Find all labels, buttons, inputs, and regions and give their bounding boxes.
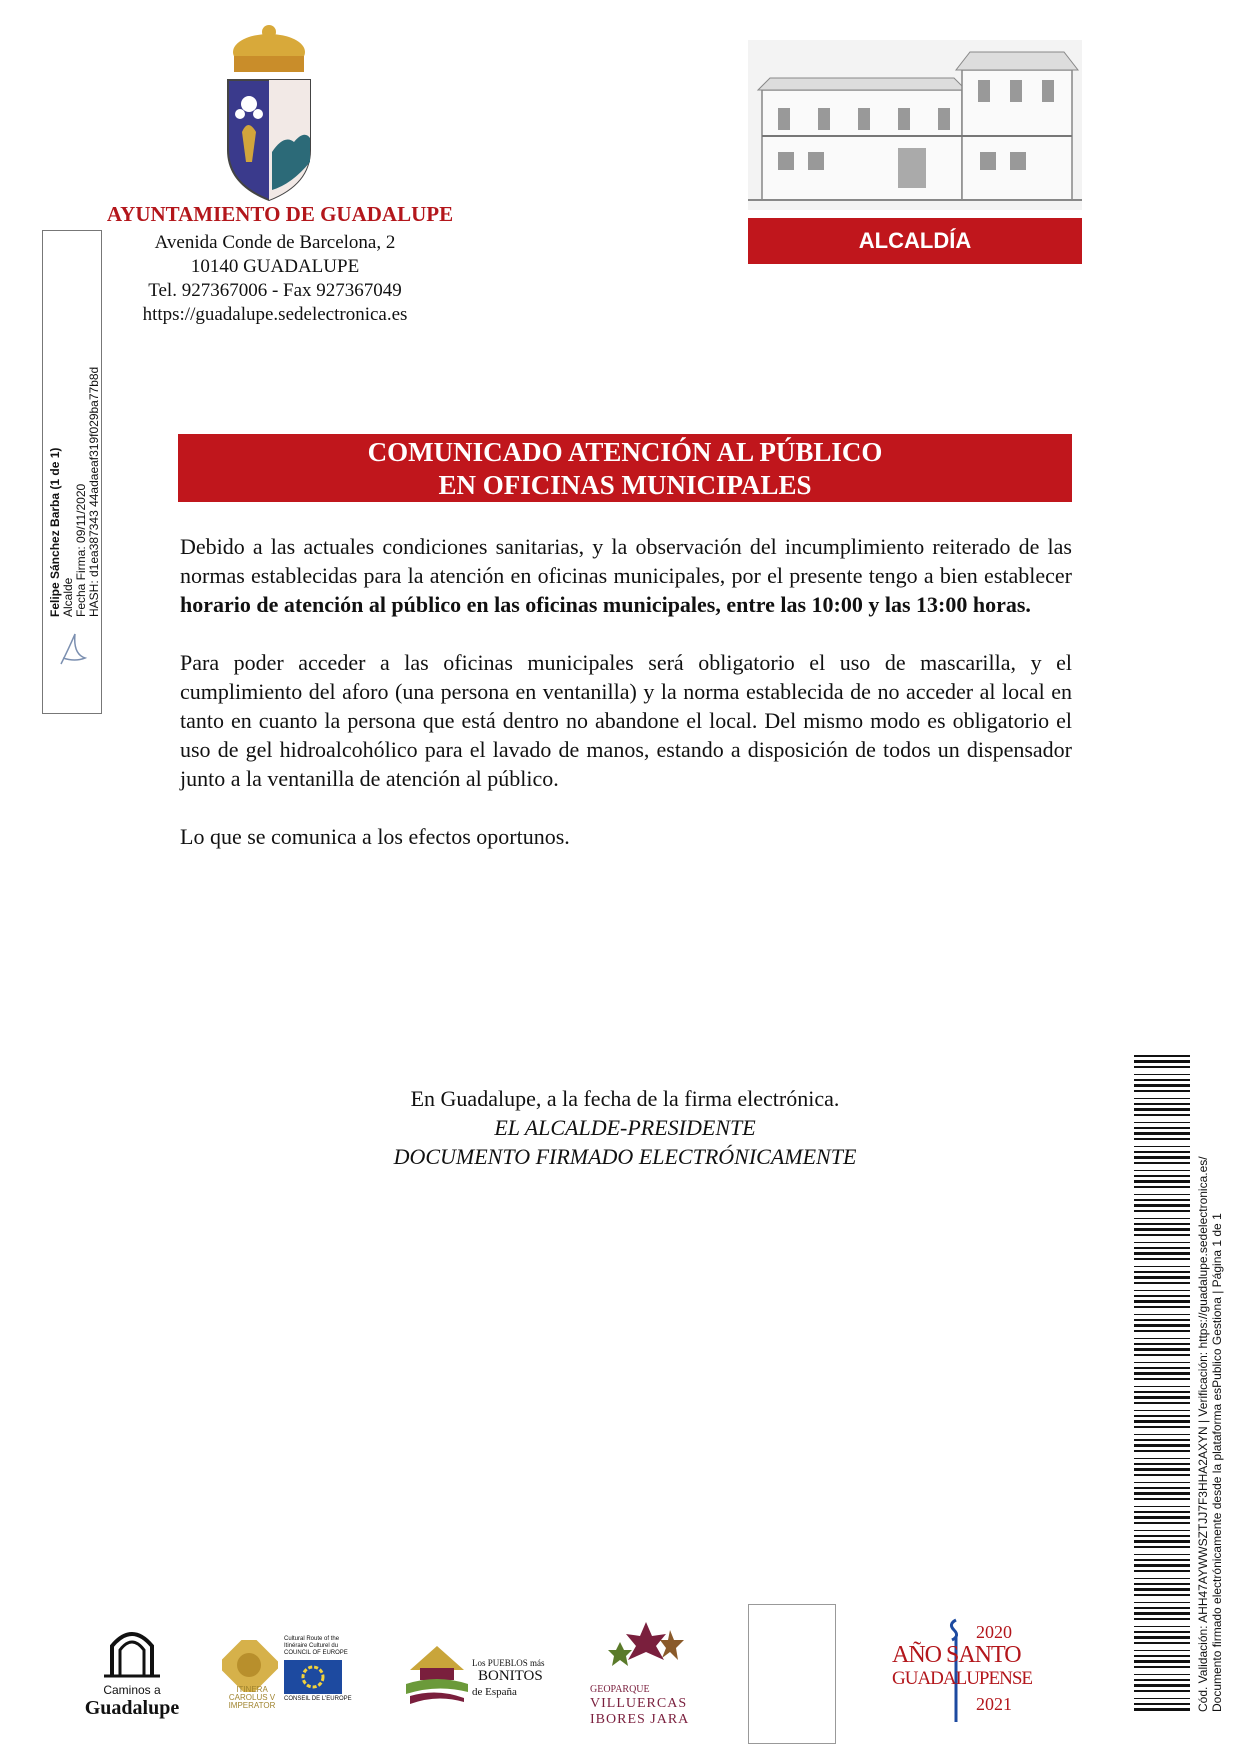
coat-of-arms-icon bbox=[222, 22, 316, 204]
address-line-2: 10140 GUADALUPE bbox=[190, 256, 360, 277]
paragraph-1-bold: horario de atención al público en las oficinas municipales, entre las 10:00 y las 13:00 horas. bbox=[180, 592, 1031, 617]
pueblos-house-icon bbox=[404, 1640, 470, 1706]
pueblos-line-3: de España bbox=[472, 1686, 517, 1698]
organization-name: AYUNTAMIENTO DE GUADALUPE bbox=[106, 202, 454, 226]
paragraph-3: Lo que se comunica a los efectos oportunos. bbox=[180, 824, 570, 849]
signer-title: EL ALCALDE-PRESIDENTE bbox=[494, 1115, 756, 1140]
carolus-line-4: CONSEIL DE L'EUROPE bbox=[284, 1696, 352, 1702]
pueblos-bonitos-logo bbox=[404, 1640, 556, 1710]
pueblos-line-2: BONITOS bbox=[478, 1668, 543, 1684]
ano-santo-year-2: 2021 bbox=[976, 1694, 1012, 1714]
notice-body bbox=[180, 532, 1072, 880]
caminos-line-2: Guadalupe bbox=[84, 1697, 180, 1719]
signature-hash: HASH: d1ea387343 44adaeaf319f029ba77b8d bbox=[87, 366, 101, 617]
signed-note: DOCUMENTO FIRMADO ELECTRÓNICAMENTE bbox=[393, 1144, 857, 1169]
ano-santo-year-1: 2020 bbox=[976, 1622, 1012, 1642]
carolus-line-6: CAROLUS V bbox=[228, 1693, 276, 1702]
caminos-line-1: Caminos a bbox=[103, 1683, 161, 1697]
geoparque-logo bbox=[590, 1620, 702, 1730]
signer-role: Alcalde bbox=[61, 577, 75, 617]
closing-block bbox=[300, 1084, 950, 1171]
carolus-line-5: ITINERA bbox=[236, 1685, 268, 1694]
blank-logo-placeholder bbox=[748, 1604, 836, 1744]
signature-scribble-icon bbox=[55, 628, 91, 670]
closing-line-1: En Guadalupe, a la fecha de la firma electrónica. bbox=[410, 1086, 840, 1111]
town-hall-building-icon bbox=[748, 40, 1082, 210]
department-label: ALCALDÍA bbox=[748, 218, 1082, 264]
pueblos-line-1: Los PUEBLOS más bbox=[472, 1658, 545, 1668]
carolus-line-3: COUNCIL OF EUROPE bbox=[284, 1650, 348, 1656]
signer-name: Felipe Sánchez Barba (1 de 1) bbox=[48, 447, 62, 617]
council-of-europe-flag-icon bbox=[284, 1660, 342, 1694]
phone-fax: Tel. 927367006 - Fax 927367049 bbox=[148, 280, 402, 301]
title-line-2: EN OFICINAS MUNICIPALES bbox=[438, 470, 812, 500]
arch-icon bbox=[64, 1620, 200, 1678]
verification-text bbox=[1196, 1056, 1236, 1712]
paragraph-1-text: Debido a las actuales condiciones sanitarias, y la observación del incumplimiento reiterado de las normas establecidas para la atención en oficinas municipales, por el presente tengo a bien establecer bbox=[180, 534, 1072, 588]
carolus-line-7: IMPERATOR bbox=[228, 1701, 276, 1710]
geo-line-3: IBORES JARA bbox=[590, 1712, 690, 1727]
page-title bbox=[178, 434, 1072, 502]
barcode-icon bbox=[1134, 1055, 1190, 1711]
geo-line-2: VILLUERCAS bbox=[590, 1696, 688, 1711]
ano-santo-line-2: GUADALUPENSE bbox=[892, 1668, 1032, 1689]
leaf-cluster-icon bbox=[606, 1620, 686, 1672]
website-link[interactable]: https://guadalupe.sedelectronica.es bbox=[142, 304, 408, 325]
carolus-line-1: Cultural Route of the bbox=[284, 1636, 340, 1642]
carolus-route-logo bbox=[222, 1636, 352, 1710]
verification-line-1: Cód. Validación: AHH47AYWWSZTJJ7F3HHA2AXYN | Verificación: https://guadalupe.sedelectronica.es/ bbox=[1196, 1156, 1210, 1712]
carolus-line-2: Itinéraire Culturel du bbox=[284, 1643, 339, 1649]
ano-santo-logo bbox=[892, 1616, 1032, 1726]
caminos-guadalupe-logo bbox=[64, 1620, 200, 1720]
sign-date: Fecha Firma: 09/11/2020 bbox=[74, 483, 88, 617]
paragraph-2: Para poder acceder a las oficinas municipales será obligatorio el uso de mascarilla, y el cumplimiento del aforo (una persona en ventanilla) y la norma establecida de no acceder al local en tanto en cuanto la persona que está dentro no abandone el local. Del mismo modo es obligatorio el uso de gel hidroalcohólico para el lavado de manos, estando a disposición de todos un dispensador junto a la ventanilla de atención al público. bbox=[180, 650, 1072, 791]
address-line-1: Avenida Conde de Barcelona, 2 bbox=[154, 232, 396, 253]
verification-line-2: Documento firmado electrónicamente desde la plataforma esPublico Gestiona | Página 1 de 1 bbox=[1210, 1213, 1224, 1712]
geo-line-1: GEOPARQUE bbox=[590, 1684, 650, 1695]
ano-santo-line-1: AÑO SANTO bbox=[892, 1642, 1021, 1668]
paragraph-1 bbox=[180, 532, 1072, 619]
title-line-1: COMUNICADO ATENCIÓN AL PÚBLICO bbox=[367, 437, 883, 467]
